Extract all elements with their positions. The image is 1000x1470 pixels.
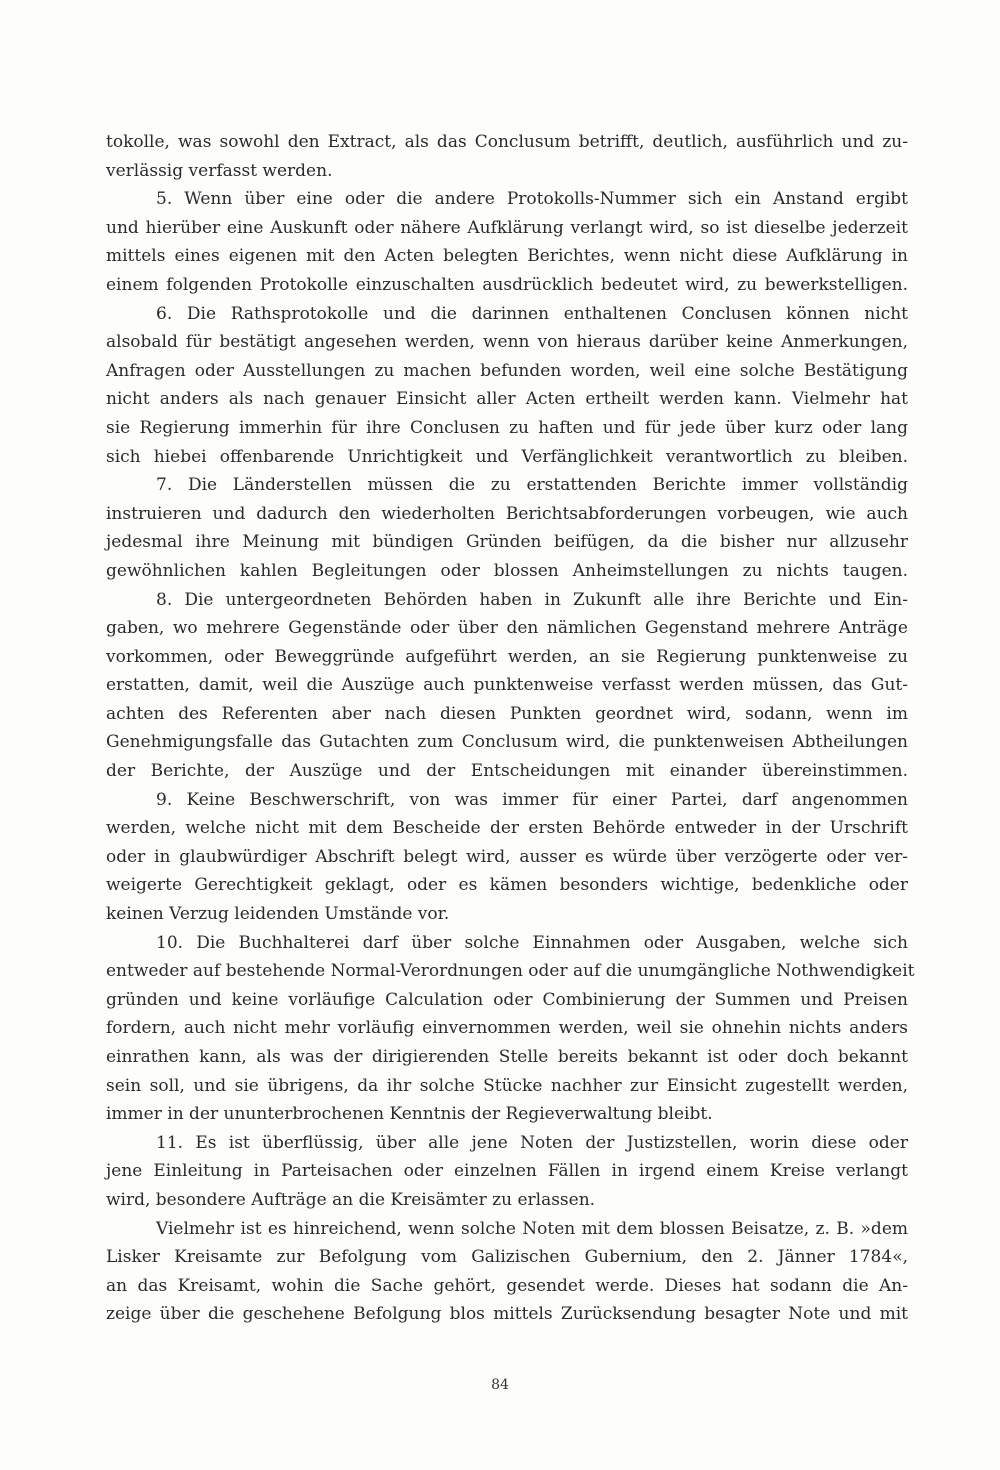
text-line: jedesmal ihre Meinung mit bündigen Gründen beifügen, da die bisher nur allzusehr	[106, 532, 908, 553]
text-line: keinen Verzug leidenden Umstände vor.	[106, 904, 450, 925]
text-line: achten des Referenten aber nach diesen Punkten geordnet wird, sodann, wenn im	[106, 703, 908, 724]
paragraph-start-line: 7. Die Länderstellen müssen die zu erstattenden Berichte immer vollständig	[156, 475, 908, 496]
page-number: 84	[491, 1377, 509, 1393]
text-line: Lisker Kreisamte zur Befolgung vom Galizischen Gubernium, den 2. Jänner 1784«,	[106, 1247, 908, 1268]
paragraph-start-line: 9. Keine Beschwerschrift, von was immer für einer Partei, darf angenommen	[156, 789, 908, 810]
paragraph-start-line: 11. Es ist überflüssig, über alle jene Noten der Justizstellen, worin diese oder	[156, 1132, 908, 1153]
text-line: gewöhnlichen kahlen Begleitungen oder blossen Anheimstellungen zu nichts taugen.	[106, 560, 908, 581]
text-line: werden, welche nicht mit dem Bescheide der ersten Behörde entweder in der Urschrift	[106, 818, 908, 839]
text-line: an das Kreisamt, wohin die Sache gehört, gesendet werde. Dieses hat sodann die An-	[106, 1275, 908, 1296]
text-line: verlässig verfasst werden.	[106, 160, 333, 181]
text-line: weigerte Gerechtigkeit geklagt, oder es kämen besonders wichtige, bedenkliche oder	[106, 875, 908, 896]
text-line: Genehmigungsfalle das Gutachten zum Conclusum wird, die punktenweisen Abtheilungen	[106, 732, 908, 753]
text-line: gaben, wo mehrere Gegenstände oder über den nämlichen Gegenstand mehrere Anträge	[106, 618, 908, 639]
text-line: sie Regierung immerhin für ihre Conclusen zu haften und für jede über kurz oder lang	[106, 417, 908, 438]
text-line: erstatten, damit, weil die Auszüge auch punktenweise verfasst werden müssen, das Gut-	[106, 675, 908, 696]
text-line: einrathen kann, als was der dirigierenden Stelle bereits bekannt ist oder doch bekannt	[106, 1047, 908, 1067]
text-line: mittels eines eigenen mit den Acten belegten Berichtes, wenn nicht diese Aufklärung in	[106, 246, 908, 267]
text-line: sich hiebei offenbarende Unrichtigkeit und Verfänglichkeit verantwortlich zu bleiben.	[106, 446, 908, 467]
text-line: instruieren und dadurch den wiederholten Berichtsabforderungen vorbeugen, wie auch	[106, 503, 908, 524]
paragraph-start-line: 6. Die Rathsprotokolle und die darinnen enthaltenen Conclusen können nicht	[156, 303, 908, 324]
text-line: tokolle, was sowohl den Extract, als das Conclusum betrifft, deutlich, ausführlich und zu-	[106, 132, 908, 152]
text-line: nicht anders als nach genauer Einsicht aller Acten ertheilt werden kann. Vielmehr hat	[106, 389, 908, 410]
paragraph-start-line: 5. Wenn über eine oder die andere Protokolls-Nummer sich ein Anstand ergibt	[156, 189, 908, 210]
text-line: der Berichte, der Auszüge und der Entscheidungen mit einander übereinstimmen.	[106, 761, 908, 782]
text-line: zeige über die geschehene Befolgung blos mittels Zurücksendung besagter Note und mit	[106, 1304, 908, 1325]
text-line: gründen und keine vorläufige Calculation oder Combinierung der Summen und Preisen	[106, 989, 908, 1010]
text-line: einem folgenden Protokolle einzuschalten ausdrücklich bedeutet wird, zu bewerkstelligen.	[106, 274, 908, 295]
paragraph-start-line: 8. Die untergeordneten Behörden haben in Zukunft alle ihre Berichte und Ein-	[156, 589, 908, 610]
text-line: immer in der ununterbrochenen Kenntnis der Regieverwaltung bleibt.	[106, 1104, 713, 1125]
text-line: Anfragen oder Ausstellungen zu machen befunden worden, weil eine solche Bestätigung	[106, 360, 908, 381]
text-line: jene Einleitung in Parteisachen oder einzelnen Fällen in irgend einem Kreise verlangt	[106, 1161, 908, 1182]
text-line: vorkommen, oder Beweggründe aufgeführt werden, an sie Regierung punktenweise zu	[106, 646, 908, 667]
text-line: alsobald für bestätigt angesehen werden, wenn von hieraus darüber keine Anmerkungen,	[106, 332, 908, 353]
text-line: entweder auf bestehende Normal-Verordnungen oder auf die unumgängliche Nothwendigkeit	[106, 961, 915, 982]
text-line: sein soll, und sie übrigens, da ihr solche Stücke nachher zur Einsicht zugestellt werden,	[106, 1075, 908, 1096]
body-text	[106, 128, 915, 1329]
text-line: oder in glaubwürdiger Abschrift belegt wird, ausser es würde über verzögerte oder ver-	[106, 846, 908, 867]
text-line: und hierüber eine Auskunft oder nähere Aufklärung verlangt wird, so ist dieselbe jederzeit	[106, 217, 908, 238]
paragraph-start-line: Vielmehr ist es hinreichend, wenn solche Noten mit dem blossen Beisatze, z. B. »dem	[156, 1218, 908, 1239]
text-line: fordern, auch nicht mehr vorläufig einvernommen werden, weil sie ohnehin nichts anders	[106, 1018, 908, 1039]
text-line: wird, besondere Aufträge an die Kreisämter zu erlassen.	[106, 1189, 596, 1210]
paragraph-start-line: 10. Die Buchhalterei darf über solche Einnahmen oder Ausgaben, welche sich	[156, 932, 908, 953]
